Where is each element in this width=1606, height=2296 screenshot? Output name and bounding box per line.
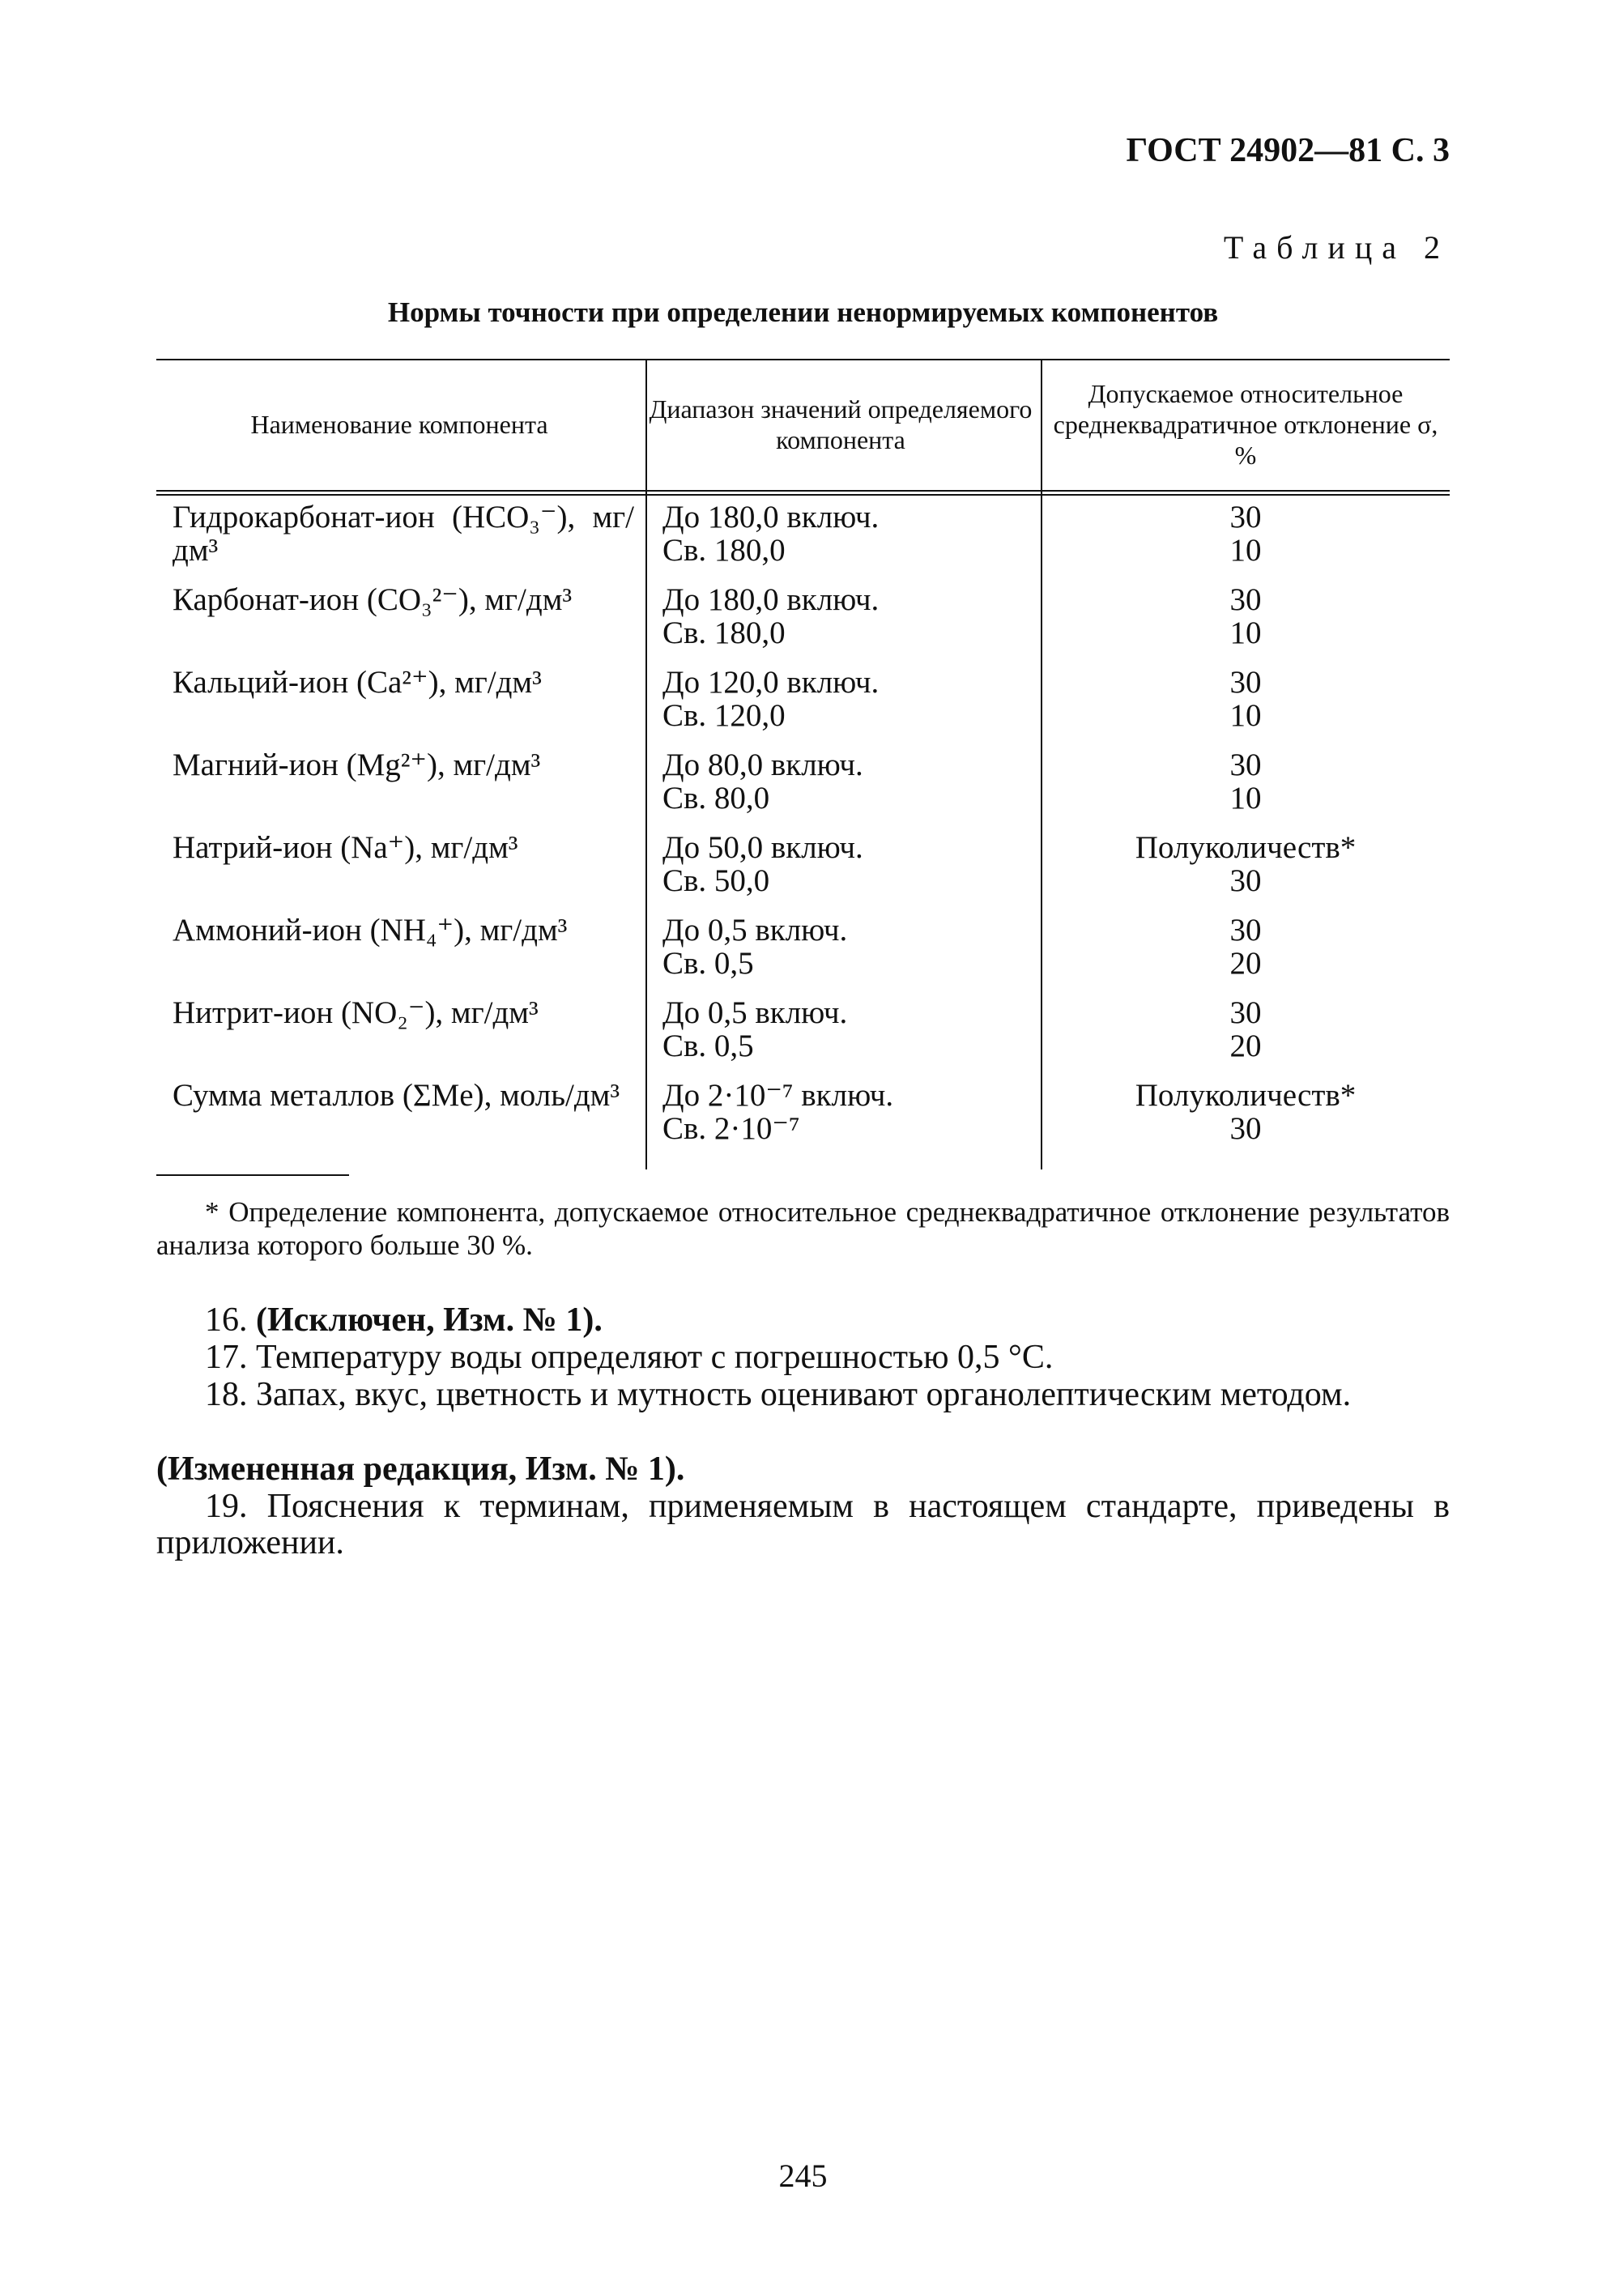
table-body <box>156 501 1450 1161</box>
allowed-deviation <box>1043 1079 1448 1145</box>
allowed-deviation <box>1043 501 1448 567</box>
header-component-name: Наименование компонента <box>250 410 548 439</box>
value-range <box>662 583 1035 650</box>
deviation-2: 10 <box>1229 781 1262 816</box>
range-lower: Св. 180,0 <box>662 533 786 568</box>
component-name: Карбонат-ион (CO₃²⁻), мг/дм³ <box>173 582 573 617</box>
range-upper: До 50,0 включ. <box>662 830 863 865</box>
table-title: Нормы точности при определении ненормируемых компонентов <box>387 296 1219 328</box>
deviation-1: Полуколичеств* <box>1135 1078 1357 1113</box>
component-name: Аммоний-ион (NH₄⁺), мг/дм³ <box>173 913 568 948</box>
component-name: Магний-ион (Mg²⁺), мг/дм³ <box>173 748 541 782</box>
range-upper: До 0,5 включ. <box>662 913 848 948</box>
paragraph-19: 19. Пояснения к терминам, применяемым в настоящем стандарте, приведены в приложении. <box>156 1488 1450 1561</box>
component-name: Натрий-ион (Na⁺), мг/дм³ <box>173 830 518 865</box>
deviation-2: 20 <box>1229 1029 1262 1063</box>
allowed-deviation <box>1043 583 1448 650</box>
accuracy-table <box>156 359 1450 1146</box>
table-row <box>156 666 1450 748</box>
deviation-1: 30 <box>1229 913 1262 948</box>
deviation-2: 10 <box>1229 616 1262 650</box>
component-name: Гидрокарбонат-ион (HCO₃⁻), мг/дм³ <box>173 500 634 568</box>
deviation-1: 30 <box>1229 582 1262 617</box>
page-number: 245 <box>778 2158 828 2194</box>
deviation-1: 30 <box>1229 500 1262 535</box>
range-upper: До 0,5 включ. <box>662 995 848 1030</box>
component-name: Кальций-ион (Ca²⁺), мг/дм³ <box>173 665 542 700</box>
deviation-2: 30 <box>1229 1111 1262 1146</box>
modification-note: (Измененная редакция, Изм. № 1). <box>156 1450 685 1488</box>
value-range <box>662 1079 1035 1145</box>
deviation-1: Полуколичеств* <box>1135 830 1357 865</box>
value-range <box>662 831 1035 897</box>
range-upper: До 2·10⁻⁷ включ. <box>662 1078 894 1113</box>
table-row <box>156 1079 1450 1161</box>
deviation-2: 10 <box>1229 533 1262 568</box>
deviation-2: 20 <box>1229 946 1262 981</box>
deviation-1: 30 <box>1229 748 1262 782</box>
range-lower: Св. 80,0 <box>662 781 770 816</box>
range-lower: Св. 50,0 <box>662 863 770 898</box>
allowed-deviation <box>1043 748 1448 815</box>
value-range <box>662 914 1035 980</box>
deviation-1: 30 <box>1229 665 1262 700</box>
paragraph-16-text: (Исключен, Изм. № 1). <box>256 1301 603 1339</box>
range-lower: Св. 2·10⁻⁷ <box>662 1111 800 1146</box>
paragraph-16 <box>156 1302 1450 1339</box>
page-header: ГОСТ 24902—81 С. 3 <box>1126 132 1450 169</box>
range-lower: Св. 180,0 <box>662 616 786 650</box>
header-value-range: Диапазон значений определяемого компонента <box>649 394 1033 454</box>
deviation-2: 30 <box>1229 863 1262 898</box>
table-header <box>156 359 1450 488</box>
table-row <box>156 501 1450 583</box>
paragraph-18: 18. Запах, вкус, цветность и мутность оценивают органолептическим методом. <box>205 1376 1352 1413</box>
component-name: Сумма металлов (ΣMe), моль/дм³ <box>173 1078 620 1113</box>
value-range <box>662 996 1035 1063</box>
table-row <box>156 831 1450 914</box>
component-name: Нитрит-ион (NO₂⁻), мг/дм³ <box>173 995 539 1030</box>
allowed-deviation <box>1043 914 1448 980</box>
table-label: Таблица 2 <box>1223 229 1450 266</box>
allowed-deviation <box>1043 831 1448 897</box>
range-upper: До 180,0 включ. <box>662 500 880 535</box>
footnote: * Определение компонента, допускаемое относительное среднеквадратичное отклонение результатов анализа которого больше 30 %. <box>156 1196 1450 1261</box>
range-lower: Св. 0,5 <box>662 946 754 981</box>
allowed-deviation <box>1043 996 1448 1063</box>
range-lower: Св. 0,5 <box>662 1029 754 1063</box>
allowed-deviation <box>1043 666 1448 732</box>
table-row <box>156 914 1450 996</box>
range-upper: До 180,0 включ. <box>662 582 880 617</box>
range-upper: До 120,0 включ. <box>662 665 880 700</box>
value-range <box>662 501 1035 567</box>
value-range <box>662 666 1035 732</box>
header-allowed-deviation: Допускаемое относительное среднеквадратичное отклонение σ, % <box>1053 379 1438 470</box>
range-lower: Св. 120,0 <box>662 698 786 733</box>
range-upper: До 80,0 включ. <box>662 748 863 782</box>
footnote-divider <box>156 1174 349 1176</box>
table-row <box>156 748 1450 831</box>
deviation-2: 10 <box>1229 698 1262 733</box>
paragraph-17: 17. Температуру воды определяют с погрешностью 0,5 °С. <box>205 1339 1054 1376</box>
value-range <box>662 748 1035 815</box>
table-row <box>156 996 1450 1079</box>
deviation-1: 30 <box>1229 995 1262 1030</box>
table-row <box>156 583 1450 666</box>
paragraph-16-number: 16. <box>205 1301 248 1339</box>
